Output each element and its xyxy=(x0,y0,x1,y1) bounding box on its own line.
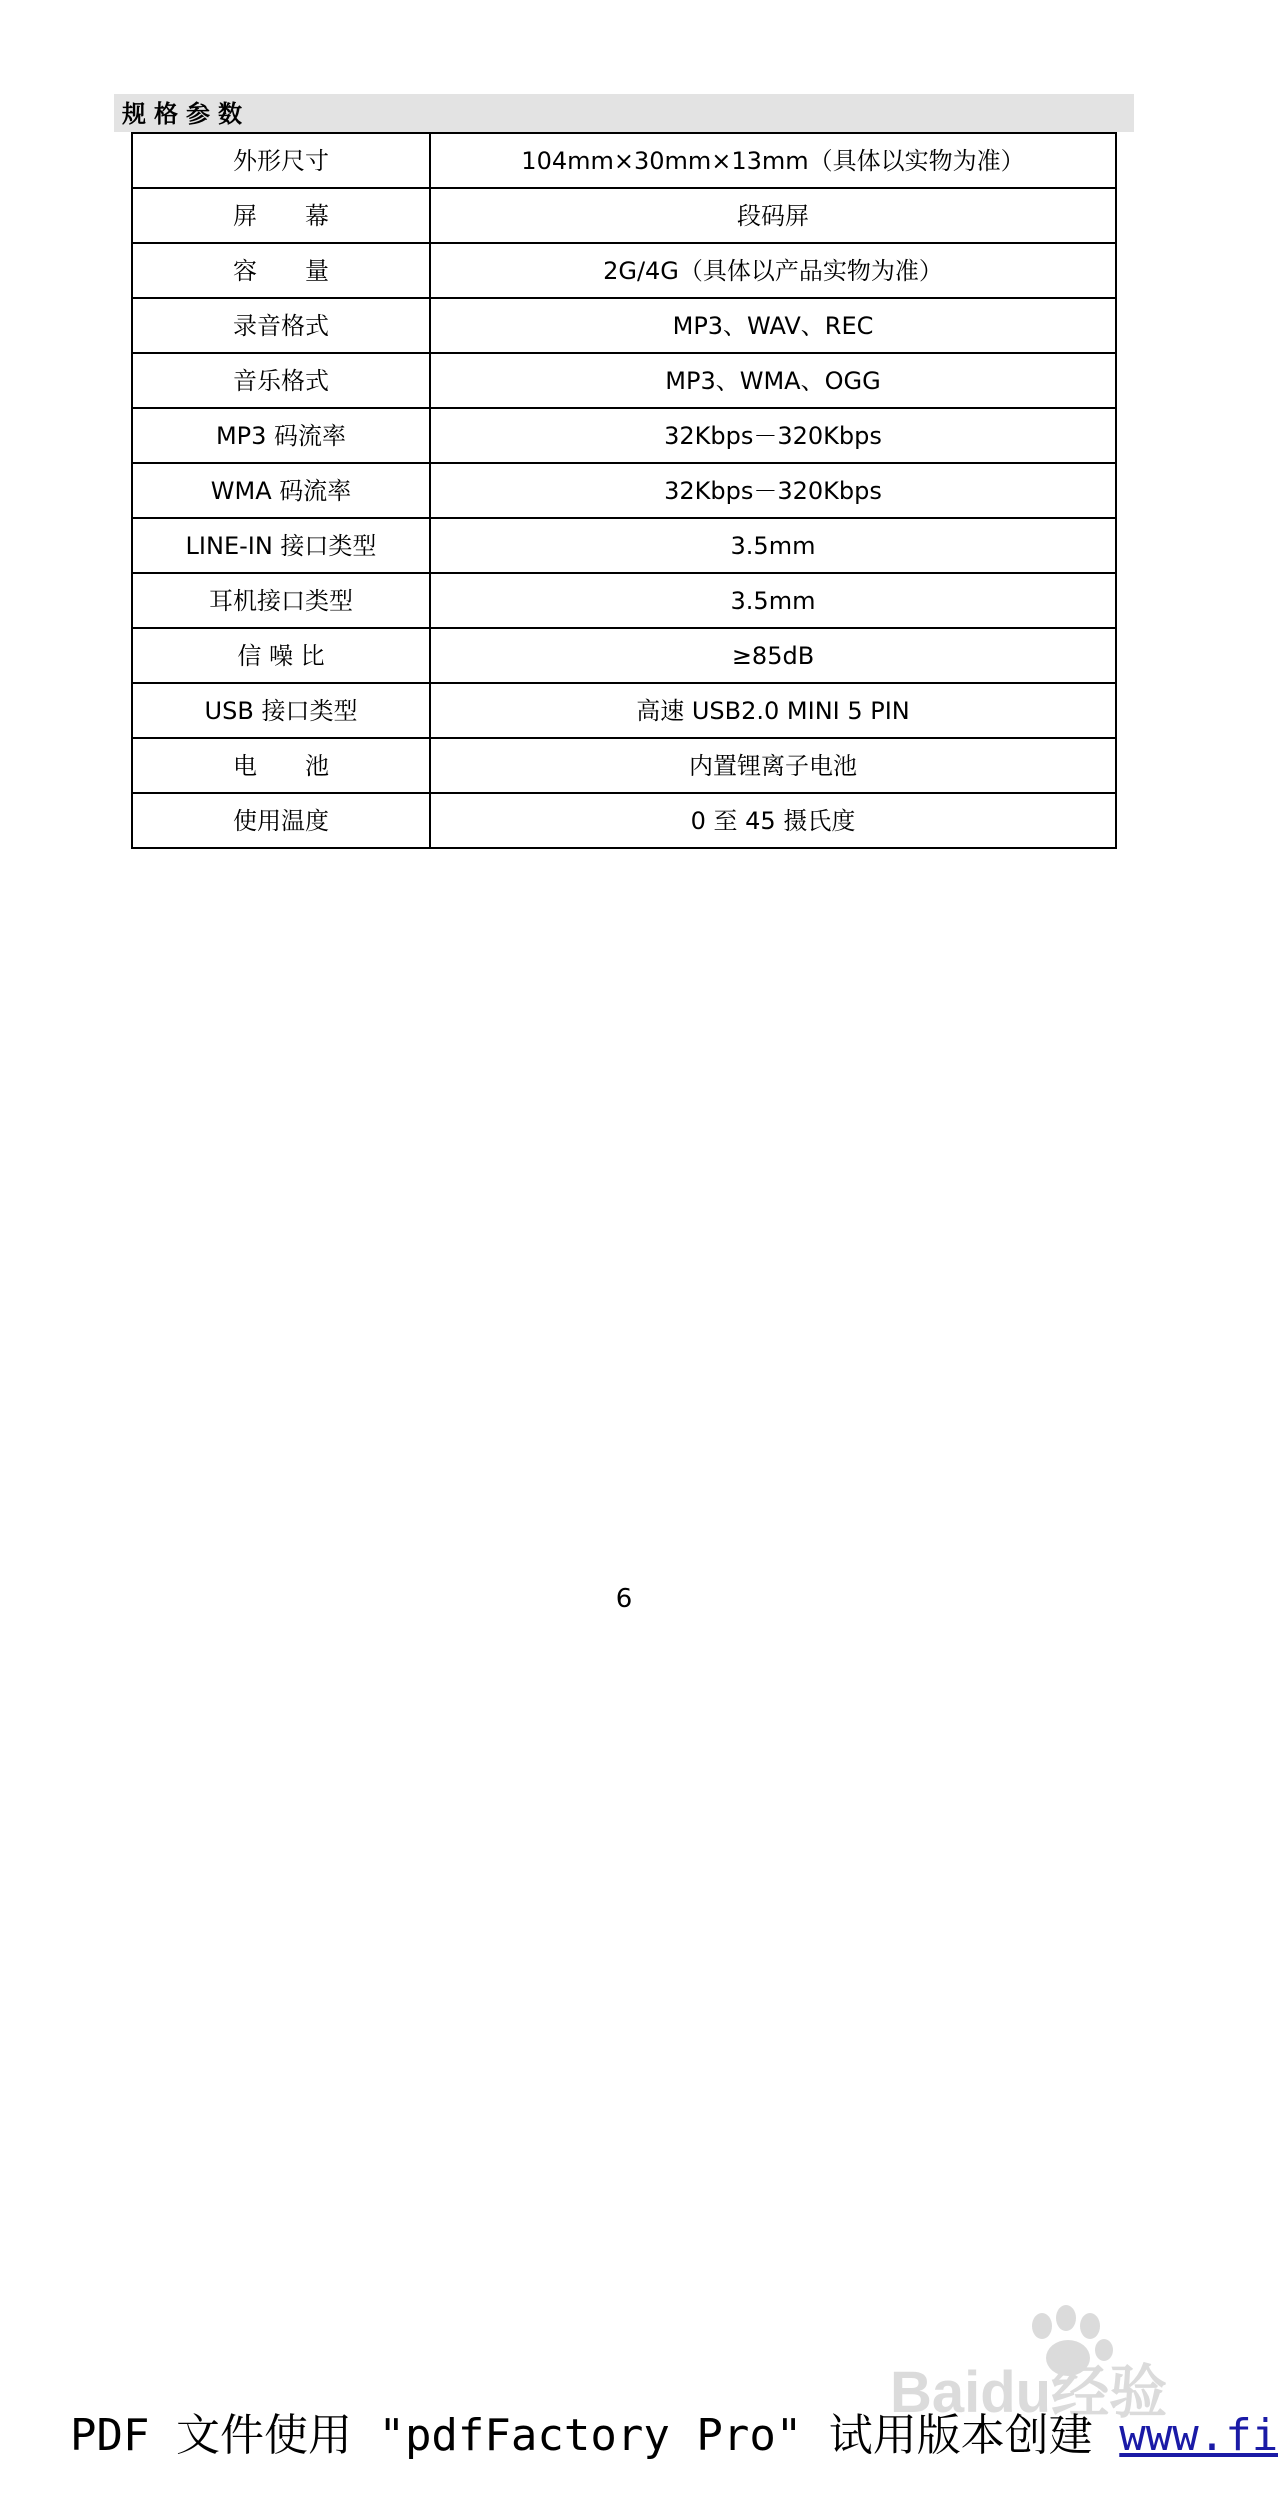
table-row xyxy=(132,628,1116,683)
spec-label: 音乐格式 xyxy=(132,353,430,408)
table-row xyxy=(132,133,1116,188)
table-row xyxy=(132,738,1116,793)
spec-label: 信 噪 比 xyxy=(132,628,430,683)
table-row xyxy=(132,243,1116,298)
spec-value: 32Kbps－320Kbps xyxy=(430,408,1116,463)
table-row xyxy=(132,573,1116,628)
pdf-footer xyxy=(70,2408,1278,2464)
table-row xyxy=(132,463,1116,518)
spec-label: 容 量 xyxy=(132,243,430,298)
spec-label: 使用温度 xyxy=(132,793,430,848)
spec-value: 0 至 45 摄氏度 xyxy=(430,793,1116,848)
spec-label: MP3 码流率 xyxy=(132,408,430,463)
spec-label: WMA 码流率 xyxy=(132,463,430,518)
table-row xyxy=(132,353,1116,408)
spec-label: 耳机接口类型 xyxy=(132,573,430,628)
spec-label: 外形尺寸 xyxy=(132,133,430,188)
spec-value: 段码屏 xyxy=(430,188,1116,243)
spec-value: 2G/4G（具体以产品实物为准） xyxy=(430,243,1116,298)
baidu-watermark-logo xyxy=(890,2300,1180,2425)
table-row xyxy=(132,188,1116,243)
spec-label: 录音格式 xyxy=(132,298,430,353)
page-number: 6 xyxy=(615,1584,633,1614)
table-row xyxy=(132,298,1116,353)
footer-link[interactable]: www.fi xyxy=(1119,2410,1278,2461)
section-title: 规格参数 xyxy=(114,94,1134,132)
table-row xyxy=(132,518,1116,573)
spec-value: MP3、WMA、OGG xyxy=(430,353,1116,408)
table-row xyxy=(132,683,1116,738)
table-row xyxy=(132,793,1116,848)
spec-value: 104mm×30mm×13mm（具体以实物为准） xyxy=(430,133,1116,188)
spec-value: 高速 USB2.0 MINI 5 PIN xyxy=(430,683,1116,738)
table-row xyxy=(132,408,1116,463)
spec-value: 内置锂离子电池 xyxy=(430,738,1116,793)
spec-label: 屏 幕 xyxy=(132,188,430,243)
spec-value: MP3、WAV、REC xyxy=(430,298,1116,353)
spec-value: 3.5mm xyxy=(430,573,1116,628)
watermark-text: Baidu经验 xyxy=(890,2360,1168,2425)
spec-value: 3.5mm xyxy=(430,518,1116,573)
spec-table xyxy=(131,132,1117,849)
spec-label: LINE-IN 接口类型 xyxy=(132,518,430,573)
spec-value: 32Kbps－320Kbps xyxy=(430,463,1116,518)
spec-label: 电 池 xyxy=(132,738,430,793)
spec-label: USB 接口类型 xyxy=(132,683,430,738)
spec-table-body xyxy=(132,133,1116,848)
footer-text: PDF 文件使用 "pdfFactory Pro" 试用版本创建 xyxy=(70,2410,1120,2461)
spec-value: ≥85dB xyxy=(430,628,1116,683)
